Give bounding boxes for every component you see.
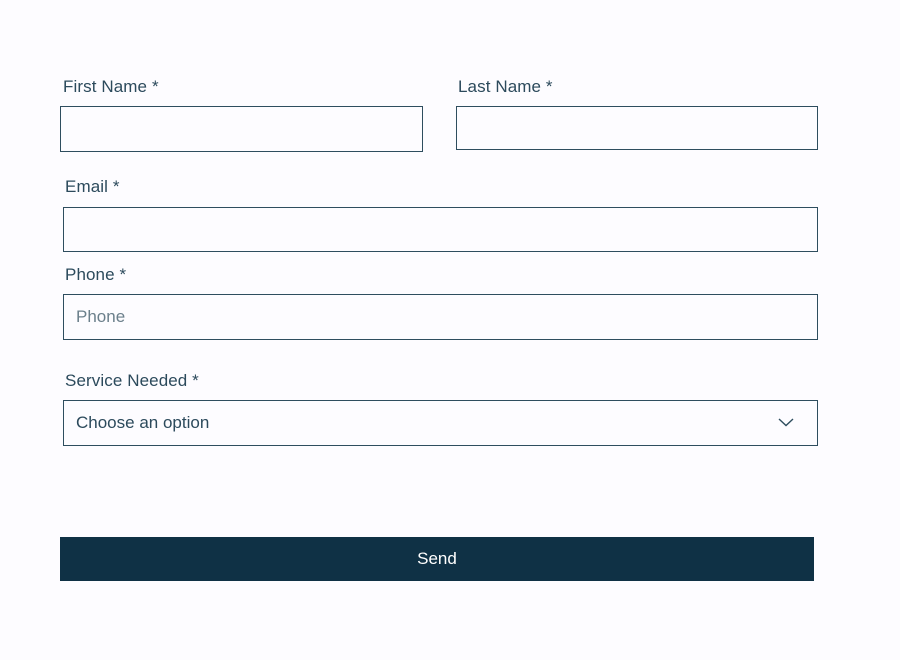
email-label: Email * [65,177,120,196]
last-name-input[interactable] [457,107,817,149]
phone-field-wrapper [63,294,818,340]
last-name-label: Last Name * [458,77,553,96]
service-selected-value: Choose an option [76,413,210,432]
service-needed-select[interactable] [63,400,818,446]
chevron-down-icon [777,415,795,429]
phone-input[interactable] [64,295,817,339]
first-name-field-wrapper [60,106,423,152]
first-name-input[interactable] [61,107,422,151]
email-input[interactable] [64,208,817,251]
first-name-label: First Name * [63,77,159,96]
service-needed-label: Service Needed * [65,371,199,390]
last-name-field-wrapper [456,106,818,150]
phone-label: Phone * [65,265,127,284]
send-button[interactable]: Send [60,537,814,581]
email-field-wrapper [63,207,818,252]
